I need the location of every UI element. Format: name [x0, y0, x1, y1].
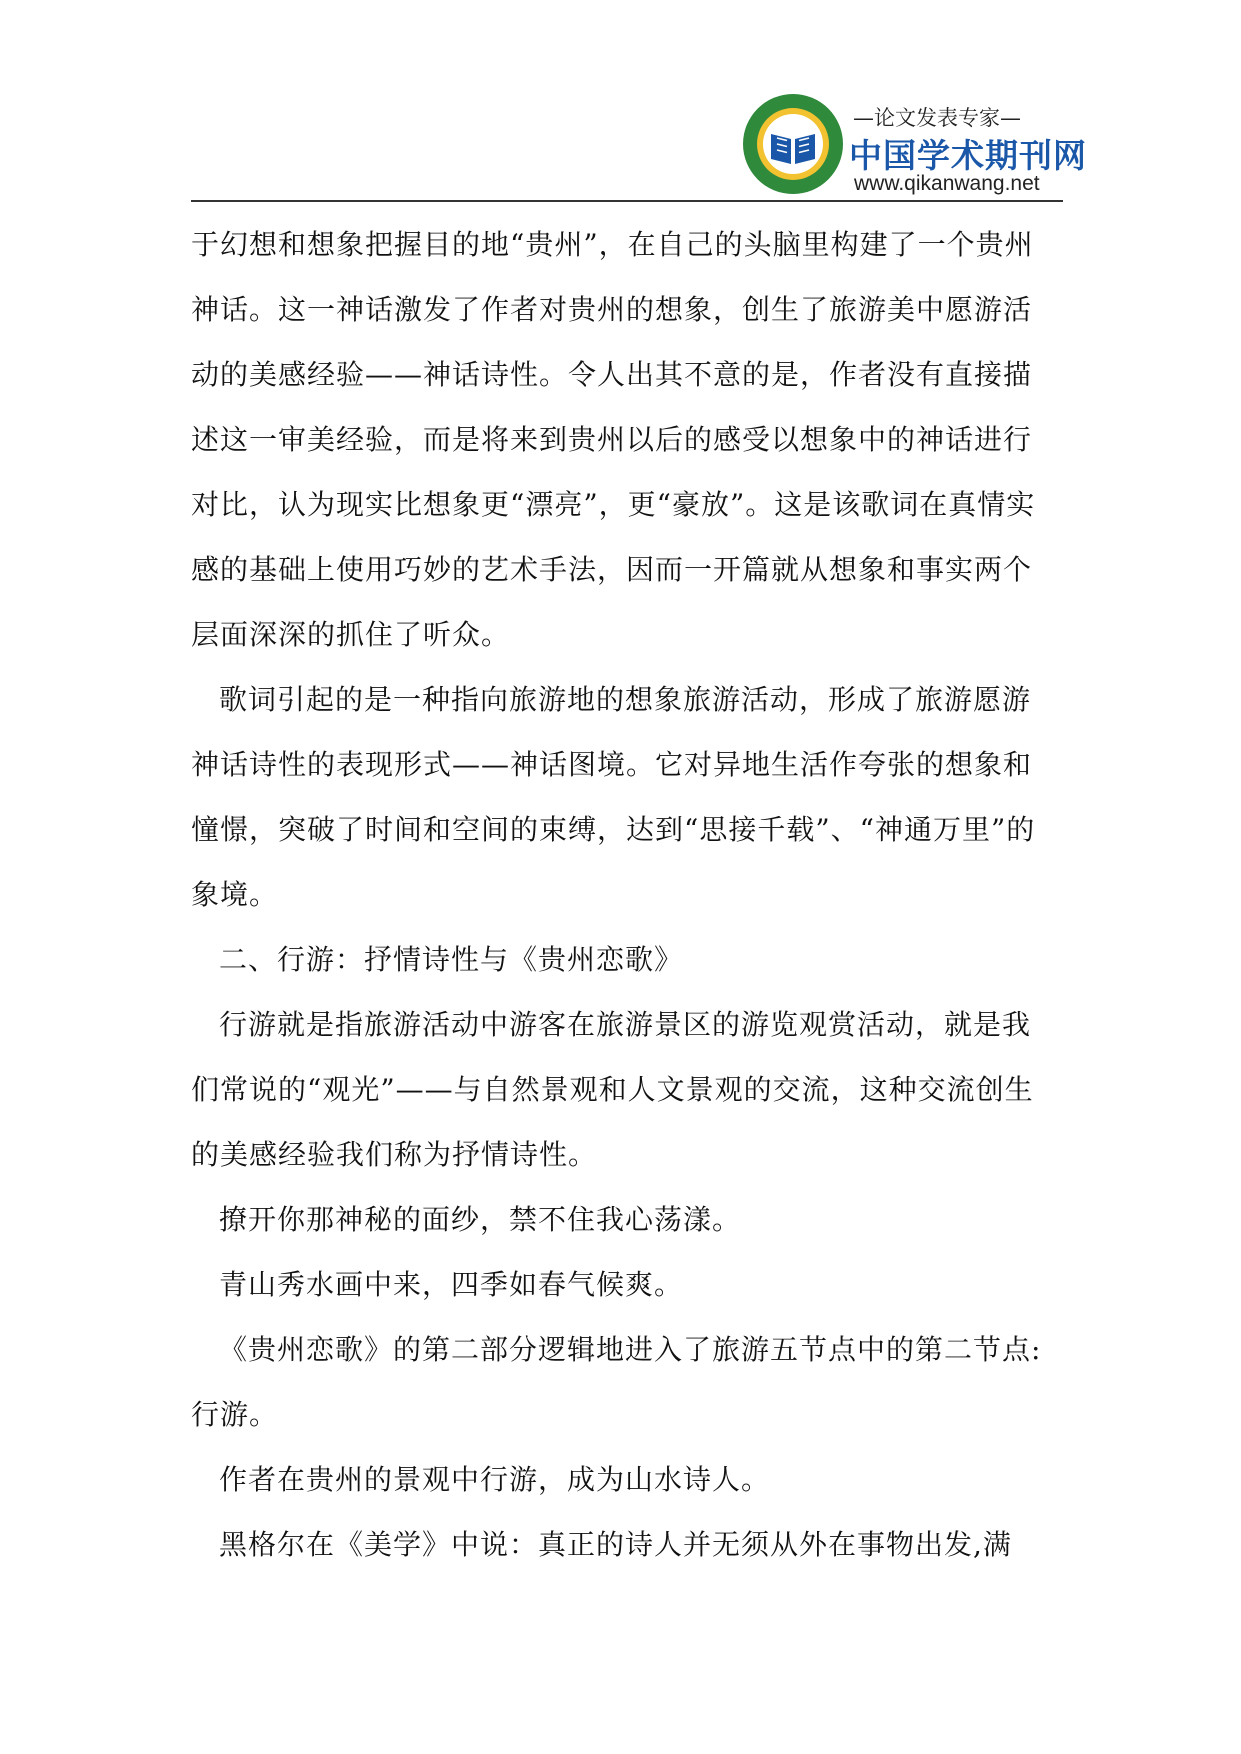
page-header	[191, 80, 1087, 202]
paragraph: 黑格尔在《美学》中说：真正的诗人并无须从外在事物出发,满	[219, 1528, 1012, 1561]
paragraph: 歌词引起的是一种指向旅游地的想象旅游活动，形成了旅游愿游神话诗性的表现形式——神话图境。它对异地生活作夸张的想象和憧憬，突破了时间和空间的束缚，达到“思接千载”、“神通万里”的象境。	[191, 683, 1036, 911]
section-heading: 二、行游：抒情诗性与《贵州恋歌》	[219, 943, 684, 976]
paragraph: 行游就是指旅游活动中游客在旅游景区的游览观赏活动，就是我们常说的“观光”——与自然景观和人文景观的交流，这种交流创生的美感经验我们称为抒情诗性。	[191, 1008, 1034, 1171]
paragraph-continuation: 于幻想和想象把握目的地“贵州”，在自己的头脑里构建了一个贵州神话。这一神话激发了作者对贵州的想象，创生了旅游美中愿游活动的美感经验——神话诗性。令人出其不意的是，作者没有直接描述这一审美经验，而是将来到贵州以后的感受以想象中的神话进行对比，认为现实比想象更“漂亮”，更“豪放”。这是该歌词在真情实感的基础上使用巧妙的艺术手法，因而一开篇就从想象和事实两个层面深深的抓住了听众。	[191, 228, 1036, 651]
lyric-line: 撩开你那神秘的面纱，禁不住我心荡漾。	[219, 1203, 742, 1236]
lyric-line: 青山秀水画中来，四季如春气候爽。	[219, 1268, 684, 1301]
logo-title: 中国学术期刊网	[849, 136, 1087, 175]
logo-tagline: —论文发表专家—	[853, 106, 1021, 130]
header-divider	[191, 200, 1063, 202]
paragraph: 作者在贵州的景观中行游，成为山水诗人。	[219, 1463, 771, 1496]
qikanwang-logo	[741, 80, 1087, 200]
article-body	[191, 212, 1051, 1577]
paragraph: 《贵州恋歌》的第二部分逻辑地进入了旅游五节点中的第二节点:行游。	[191, 1333, 1042, 1431]
book-seal-icon	[741, 92, 845, 196]
logo-url: www.qikanwang.net	[854, 172, 1040, 195]
